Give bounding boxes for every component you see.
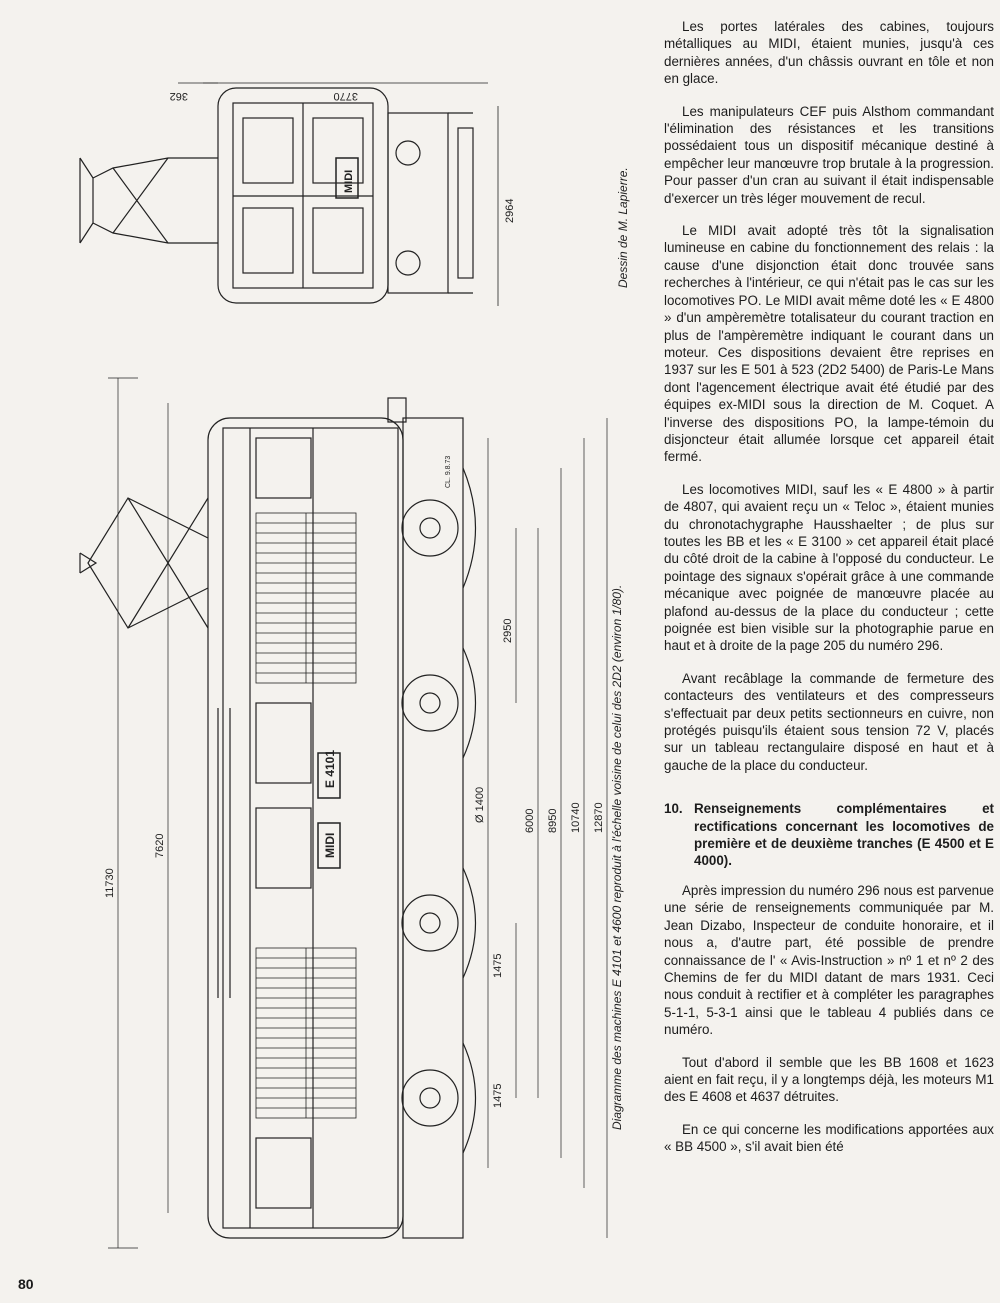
drawing-credit-caption: Dessin de M. Lapierre.: [616, 167, 630, 288]
side-view-body: [208, 418, 403, 1238]
paragraph: Après impression du numéro 296 nous est parvenue une série de renseignements communiquée par M. Jean Dizabo, Inspecteur de conduite honoraire, et il nous a, d'autre part, été possible de prendre connaissance de l' « Avis-Instruction » nº 1 et nº 2 des Chemins de fer du MIDI datant de mars 1931. Ceci nous conduit à rectifier et à compléter les paragraphes 5-1-1, 5-3-1 ainsi que le tableau 4 publiés dans ce numéro.: [664, 882, 994, 1038]
dim-10740: 10740: [570, 802, 582, 833]
section-title: Renseignements complémentaires et rectifications concernant les locomotives de première et de deuxième tranches (E 4500 et E 4000).: [694, 801, 994, 869]
paragraph: Les locomotives MIDI, sauf les « E 4800 » à partir de 4807, qui avaient reçu un « Teloc », étaient munies du chronotachygraphe Hausshaelter ; de plus sur toutes les BB et les « E 3100 » cet appareil était placé du côté droit de la cabine à l'opposé du conducteur. Le pointage des signaux s'opérait grâce à une commande mécanique avec poignée de manœuvre placée au plafond au-dessus de la place du conducteur ; cette poignée est bien visible sur la photographie parue en haut et à droite de la page 205 du numéro 296.: [664, 481, 994, 654]
locomotive-diagram-svg: [18, 18, 648, 1268]
dim-8950: 8950: [547, 808, 559, 833]
dim-wheel-diameter: Ø 1400: [474, 786, 486, 823]
louvre-grids: [256, 513, 356, 1118]
drawing-stamp: CL. 9.8.73: [445, 455, 452, 488]
dim-2950: 2950: [502, 618, 514, 643]
section-heading: [664, 800, 994, 870]
dim-362: 362: [169, 90, 188, 102]
dim-11730: 11730: [104, 868, 116, 898]
paragraph: Tout d'abord il semble que les BB 1608 et 1623 aient en fait reçu, il y a longtemps déjà, les moteurs M1 des E 4608 et 4637 détruites.: [664, 1054, 994, 1105]
dim-12870: 12870: [593, 802, 605, 833]
label-midi-side: MIDI: [323, 832, 337, 858]
dim-1475-upper: 1475: [492, 953, 504, 978]
paragraph: En ce qui concerne les modifications apportées aux « BB 4500 », s'il avait bien été: [664, 1121, 994, 1155]
wheels: [402, 500, 458, 1126]
paragraph: Le MIDI avait adopté très tôt la signalisation lumineuse en cabine du fonctionnement des relais : la cause d'une disjonction était donc trouvée sans recherches à l'intérieur, ce qui n'était pas le cas sur les locomotives PO. Le MIDI avait même doté les « E 4800 » d'un ampèremètre totalisateur du courant traction en plus de l'ampèremètre indiquant le courant dans un moteur. Ces dispositions devaient être reprises en 1937 sur les E 501 à 523 (2D2 5400) de Paris-Le Mans dont l'agencement électrique avait été étudié par des équipes ex-MIDI sous la direction de M. Coquet. A l'inverse des dispositions PO, la lampe-témoin du disjoncteur était allumée lorsque cet appareil était fermé.: [664, 223, 994, 465]
dim-7620: 7620: [154, 833, 166, 858]
section-number: 10.: [664, 801, 683, 817]
paragraph: Les portes latérales des cabines, toujours métalliques au MIDI, étaient munies, jusqu'à ces dernières années, d'un châssis ouvrant en tôle et non en glace.: [664, 19, 994, 87]
dim-2964: 2964: [504, 198, 516, 223]
paragraph: Les manipulateurs CEF puis Alsthom commandant l'élimination des résistances et les transitions possédaient tous un dispositif mécanique destiné à empêcher leur manœuvre trop brutale à la progression. Pour passer d'un cran au suivant il était indispensable d'exercer un très léger mouvement de recul.: [664, 103, 994, 206]
dim-3770: 3770: [333, 90, 358, 102]
label-e4101: E 4101: [323, 749, 337, 788]
drawing-main-caption: Diagramme des machines E 4101 et 4600 reproduit à l'échelle voisine de celui des 2D2 (environ 1/80).: [610, 584, 624, 1130]
label-midi-end: MIDI: [343, 169, 355, 193]
page-number: 80: [18, 1276, 34, 1292]
paragraph: Avant recâblage la commande de fermeture des contacteurs des ventilateurs et des compresseurs s'effectuait par deux petits sectionneurs en cuivre, non protégés puisqu'ils étaient sous tension 72 V, placés sur un tableau rectangulaire disposé en haut et à gauche de la place du conducteur.: [664, 670, 994, 773]
pantograph: [88, 498, 208, 628]
locomotive-technical-drawing: [18, 18, 648, 1268]
dim-6000: 6000: [524, 808, 536, 833]
dim-1475-lower: 1475: [492, 1083, 504, 1108]
article-text-column: [664, 18, 994, 1171]
